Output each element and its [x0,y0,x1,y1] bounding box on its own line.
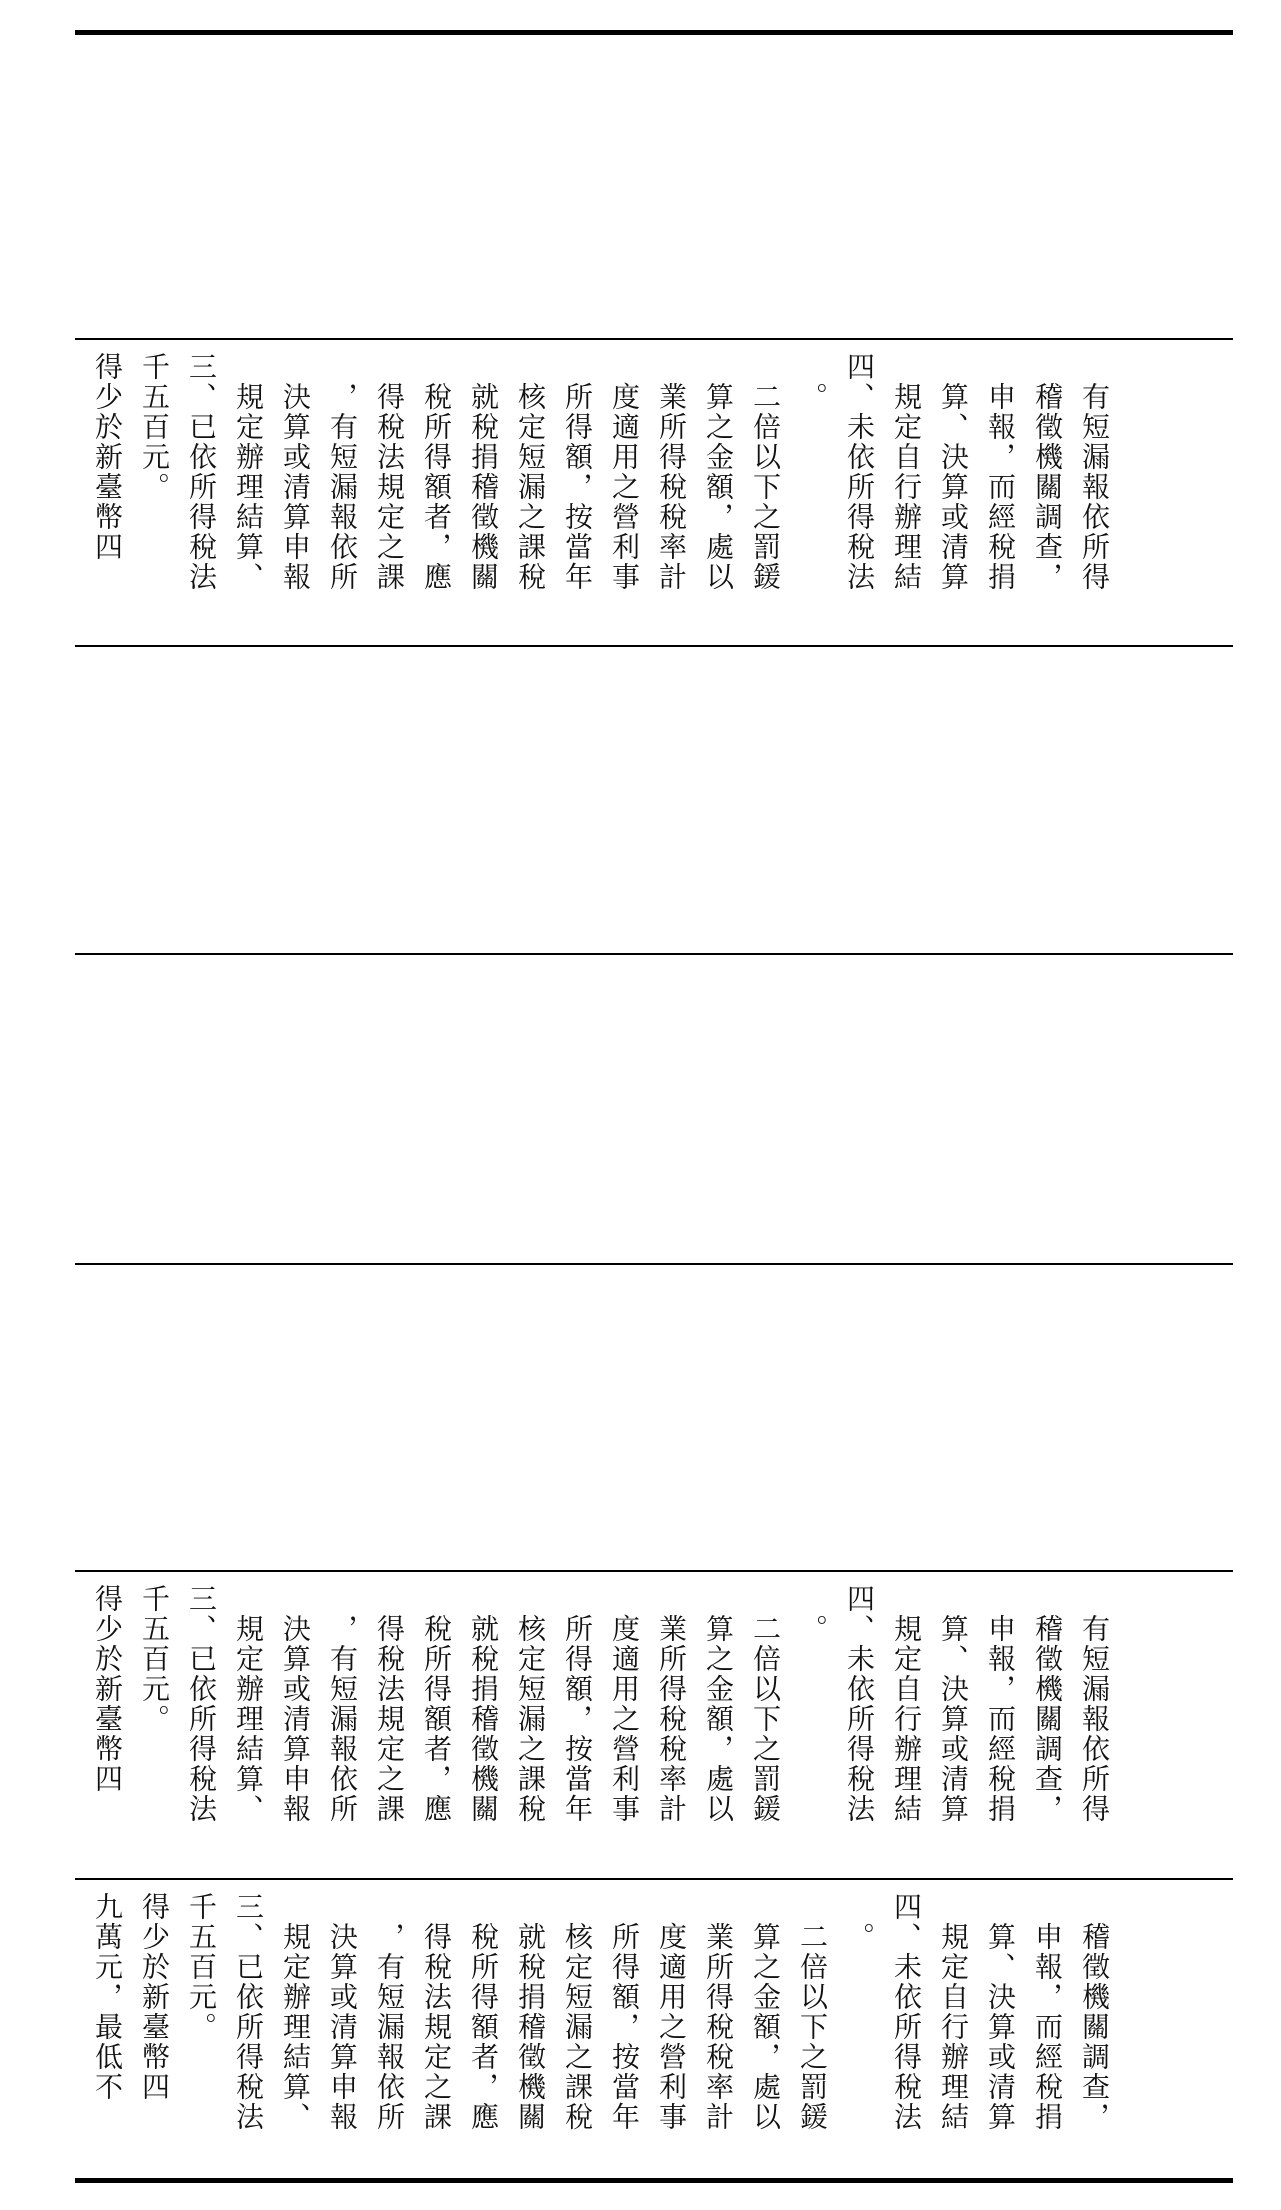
text-line: 就稅捐稽徵機關 [514,1892,547,2132]
text-line: 得稅法規定之課 [373,1584,406,1824]
text-line: 算、決算或清算 [984,1892,1017,2132]
text-line: 申報，而經稅捐 [984,1584,1017,1824]
text-line: 規定自行辦理結 [890,1584,923,1824]
text-line: 決算或清算申報 [279,1584,312,1824]
text-line: 算之金額，處以 [702,1584,735,1824]
text-line: 申報，而經稅捐 [984,352,1017,592]
text-line: 。 [796,1584,829,1644]
text-line: 所得額，按當年 [608,1892,641,2132]
text-line: 。 [843,1892,876,1952]
text-line: 稅所得額者，應 [420,352,453,592]
text-line: ，有短漏報依所 [326,1584,359,1824]
text-line: 就稅捐稽徵機關 [467,352,500,592]
text-line: 規定辦理結算、 [279,1892,312,2132]
text-line: 核定短漏之課稅 [561,1892,594,2132]
table-cell-text [75,1572,1233,1878]
text-line: 三、已依所得稅法 [185,1584,218,1824]
text-line: 得少於新臺幣四 [91,1584,124,1794]
text-line: 得稅法規定之課 [373,352,406,592]
text-line: 核定短漏之課稅 [514,352,547,592]
text-line: 得少於新臺幣四 [138,1892,171,2102]
text-line: 就稅捐稽徵機關 [467,1584,500,1824]
text-line: 四、未依所得稅法 [890,1892,923,2132]
text-line: 規定自行辦理結 [890,352,923,592]
text-line: 稅所得額者，應 [420,1584,453,1824]
text-line: 有短漏報依所得 [1078,1584,1111,1824]
text-line: 決算或清算申報 [279,352,312,592]
text-line: 度適用之營利事 [608,1584,641,1824]
text-line: 千五百元。 [185,1892,218,2042]
text-line: 二倍以下之罰鍰 [796,1892,829,2132]
text-line: 規定辦理結算、 [232,352,265,592]
text-line: 決算或清算申報 [326,1892,359,2132]
text-line: 算之金額，處以 [749,1892,782,2132]
text-line: ，有短漏報依所 [373,1892,406,2132]
text-line: 申報，而經稅捐 [1031,1892,1064,2132]
text-line: 二倍以下之罰鍰 [749,1584,782,1824]
table-cell-empty [75,647,1233,953]
text-line: 四、未依所得稅法 [843,1584,876,1824]
text-line: 規定辦理結算、 [232,1584,265,1824]
text-line: 二倍以下之罰鍰 [749,352,782,592]
text-line: 業所得稅稅率計 [702,1892,735,2132]
text-line: ，有短漏報依所 [326,352,359,592]
table-cell-text [75,1880,1233,2178]
text-line: 有短漏報依所得 [1078,352,1111,592]
table-cell-text [75,340,1233,645]
text-line: 稽徵機關調查， [1031,1584,1064,1824]
text-line: 算之金額，處以 [702,352,735,592]
text-line: 。 [796,352,829,412]
text-line: 算、決算或清算 [937,1584,970,1824]
text-line: 規定自行辦理結 [937,1892,970,2132]
text-line: 三、已依所得稅法 [185,352,218,592]
text-line: 三、已依所得稅法 [232,1892,265,2132]
text-line: 千五百元。 [138,352,171,502]
text-line: 算、決算或清算 [937,352,970,592]
text-line: 稽徵機關調查， [1078,1892,1111,2132]
table-cell-empty [75,1265,1233,1570]
text-line: 四、未依所得稅法 [843,352,876,592]
text-line: 業所得稅稅率計 [655,352,688,592]
text-line: 稅所得額者，應 [467,1892,500,2132]
table-cell-empty [75,955,1233,1263]
text-line: 得稅法規定之課 [420,1892,453,2132]
text-line: 千五百元。 [138,1584,171,1734]
text-line: 得少於新臺幣四 [91,352,124,562]
text-line: 業所得稅稅率計 [655,1584,688,1824]
text-line: 稽徵機關調查， [1031,352,1064,592]
text-line: 九萬元，最低不 [91,1892,124,2102]
bottom-rule [75,2178,1233,2183]
text-line: 度適用之營利事 [608,352,641,592]
text-line: 所得額，按當年 [561,352,594,592]
table-cell-empty [75,33,1233,338]
text-line: 度適用之營利事 [655,1892,688,2132]
text-line: 所得額，按當年 [561,1584,594,1824]
text-line: 核定短漏之課稅 [514,1584,547,1824]
